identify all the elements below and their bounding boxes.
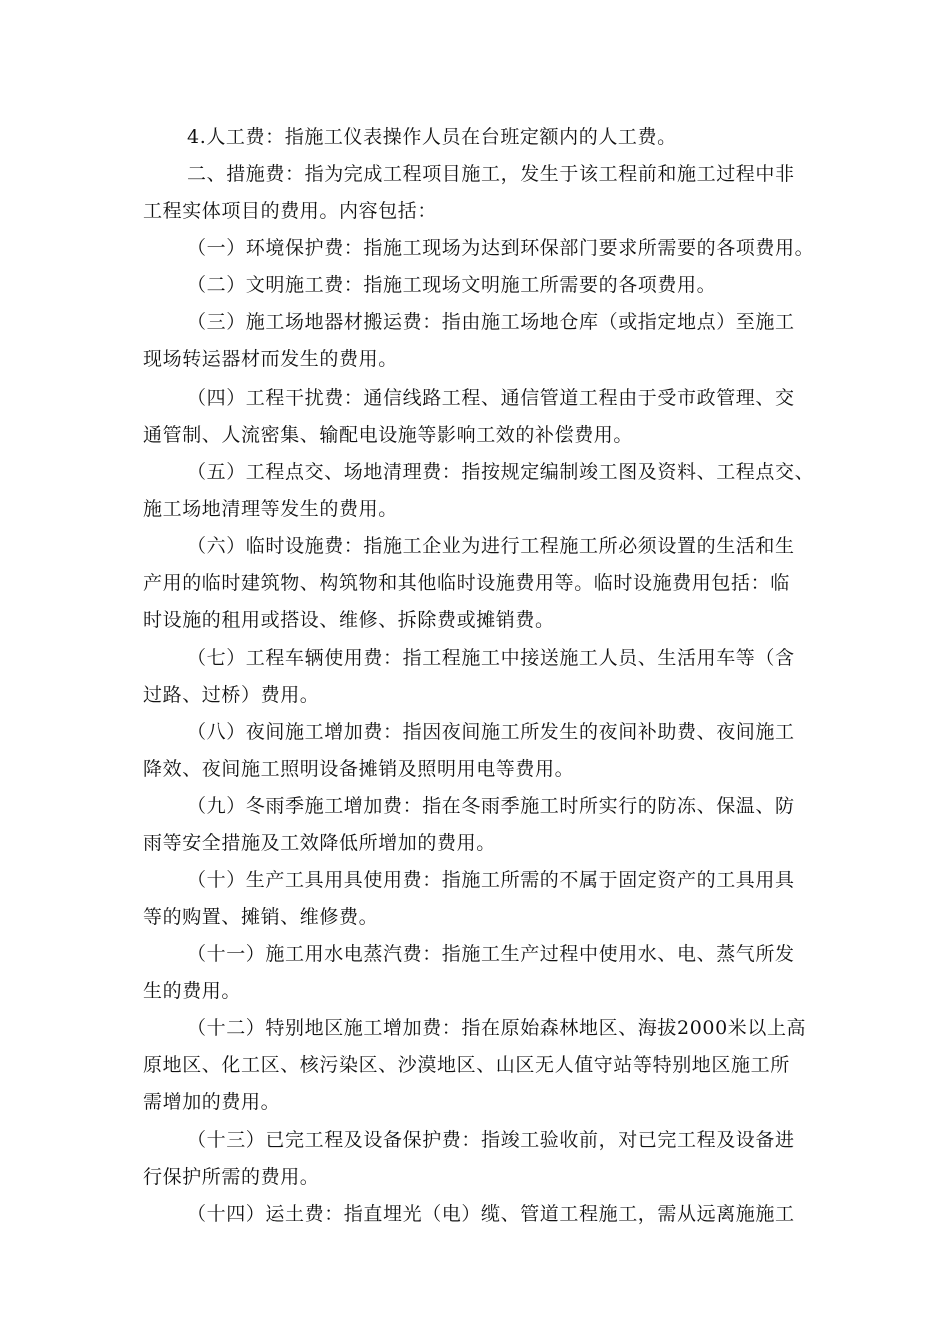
text-line: （十一）施工用水电蒸汽费：指施工生产过程中使用水、电、蒸气所发 <box>187 943 795 965</box>
text-line: （四）工程干扰费：通信线路工程、通信管道工程由于受市政管理、交 <box>187 387 795 409</box>
text-line: 产用的临时建筑物、构筑物和其他临时设施费用等。临时设施费用包括：临 <box>143 572 790 594</box>
text-line: （九）冬雨季施工增加费：指在冬雨季施工时所实行的防冻、保温、防 <box>187 795 795 817</box>
text-line: （八）夜间施工增加费：指因夜间施工所发生的夜间补助费、夜间施工 <box>187 721 795 743</box>
text-line: 需增加的费用。 <box>143 1091 281 1113</box>
text-line: （七）工程车辆使用费：指工程施工中接送施工人员、生活用车等（含 <box>187 647 795 669</box>
text-line: 现场转运器材而发生的费用。 <box>143 348 398 370</box>
text-line: （六）临时设施费：指施工企业为进行工程施工所必须设置的生活和生 <box>187 535 795 557</box>
text-line: （三）施工场地器材搬运费：指由施工场地仓库（或指定地点）至施工 <box>187 311 795 333</box>
text-line: （五）工程点交、场地清理费：指按规定编制竣工图及资料、工程点交、 <box>187 461 815 483</box>
text-line: 过路、过桥）费用。 <box>143 684 320 706</box>
text-line: 施工场地清理等发生的费用。 <box>143 498 398 520</box>
text-line: （十三）已完工程及设备保护费：指竣工验收前，对已完工程及设备进 <box>187 1129 795 1151</box>
text-line: 时设施的租用或搭设、维修、拆除费或摊销费。 <box>143 609 555 631</box>
text-line: 4.人工费：指施工仪表操作人员在台班定额内的人工费。 <box>187 126 677 148</box>
text-line: （十）生产工具用具使用费：指施工所需的不属于固定资产的工具用具 <box>187 869 795 891</box>
text-line: （二）文明施工费：指施工现场文明施工所需要的各项费用。 <box>187 274 717 296</box>
text-line: 雨等安全措施及工效降低所增加的费用。 <box>143 832 496 854</box>
text-line: 等的购置、摊销、维修费。 <box>143 906 379 928</box>
text-line: 行保护所需的费用。 <box>143 1166 320 1188</box>
text-line: （一）环境保护费：指施工现场为达到环保部门要求所需要的各项费用。 <box>187 237 815 259</box>
text-line: 通管制、人流密集、输配电设施等影响工效的补偿费用。 <box>143 424 634 446</box>
text-line: 生的费用。 <box>143 980 242 1002</box>
text-line: 二、措施费：指为完成工程项目施工，发生于该工程前和施工过程中非 <box>187 163 795 185</box>
text-line: （十二）特别地区施工增加费：指在原始森林地区、海拔2000米以上高 <box>187 1017 807 1039</box>
text-line: （十四）运土费：指直埋光（电）缆、管道工程施工，需从远离施施工 <box>187 1203 795 1225</box>
text-line: 工程实体项目的费用。内容包括： <box>143 200 438 222</box>
text-line: 原地区、化工区、核污染区、沙漠地区、山区无人值守站等特别地区施工所 <box>143 1054 790 1076</box>
text-line: 降效、夜间施工照明设备摊销及照明用电等费用。 <box>143 758 575 780</box>
